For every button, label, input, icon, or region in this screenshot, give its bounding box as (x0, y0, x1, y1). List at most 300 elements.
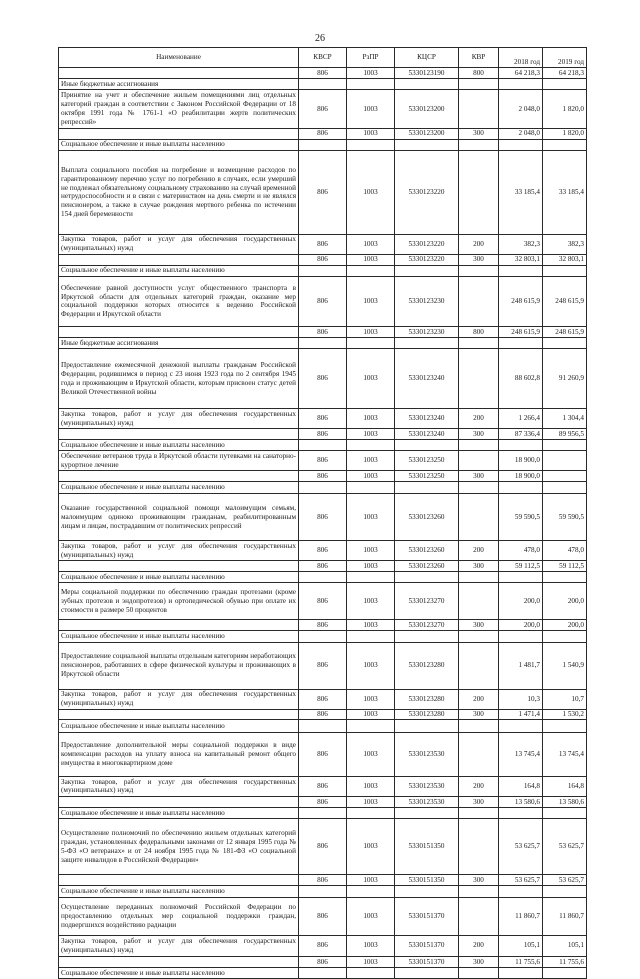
cell-kcsr (395, 337, 459, 348)
cell-kvr (459, 819, 499, 875)
table-row (59, 337, 587, 348)
cell-kcsr: 5330123280 (395, 709, 459, 720)
cell-kvsr (299, 139, 347, 150)
cell-name: Предоставление ежемесячной денежной выплаты гражданам Российской Федерации, родившимся в период с 23 июня 1923 года по 2 сентября 1945 года и проживающим в Иркутской области, которым присвоен статус детей Великой Отечественной войны (59, 349, 299, 409)
cell-kvsr: 806 (299, 349, 347, 409)
cell-kvsr (299, 631, 347, 642)
header-rzpr: РзПР (347, 48, 395, 68)
cell-y2019: 1 530,2 (543, 709, 587, 720)
cell-rzpr (347, 79, 395, 90)
cell-kcsr (395, 139, 459, 150)
cell-y2019 (543, 470, 587, 481)
cell-y2019: 200,0 (543, 620, 587, 631)
cell-kvr: 300 (459, 429, 499, 440)
cell-rzpr: 1003 (347, 689, 395, 709)
table-row (59, 935, 587, 956)
cell-y2019: 248 615,9 (543, 276, 587, 326)
cell-kcsr: 5330123200 (395, 128, 459, 139)
cell-y2018: 18 900,0 (499, 470, 543, 481)
page-number: 26 (315, 33, 325, 44)
cell-kvr (459, 897, 499, 935)
cell-y2019: 59 112,5 (543, 561, 587, 572)
cell-y2018: 13 745,4 (499, 732, 543, 776)
cell-kvr (459, 337, 499, 348)
cell-y2019: 11 860,7 (543, 897, 587, 935)
table-row (59, 819, 587, 875)
cell-kvr (459, 732, 499, 776)
cell-kvr: 300 (459, 709, 499, 720)
cell-rzpr (347, 886, 395, 897)
cell-kvr (459, 265, 499, 276)
cell-name (59, 254, 299, 265)
cell-y2018: 11 755,6 (499, 956, 543, 967)
table-row (59, 349, 587, 409)
cell-name: Иные бюджетные ассигнования (59, 79, 299, 90)
cell-kvsr: 806 (299, 409, 347, 429)
cell-rzpr: 1003 (347, 254, 395, 265)
cell-name: Социальное обеспечение и иные выплаты населению (59, 967, 299, 978)
cell-kcsr: 5330123530 (395, 797, 459, 808)
cell-kcsr: 5330123220 (395, 234, 459, 254)
cell-name: Социальное обеспечение и иные выплаты населению (59, 808, 299, 819)
cell-name: Закупка товаров, работ и услуг для обеспечения государственных (муниципальных) нужд (59, 234, 299, 254)
cell-kvr (459, 494, 499, 541)
cell-y2019 (543, 481, 587, 493)
cell-y2019: 32 803,1 (543, 254, 587, 265)
cell-name: Социальное обеспечение и иные выплаты населению (59, 481, 299, 493)
cell-y2018: 53 625,7 (499, 875, 543, 886)
cell-name (59, 68, 299, 79)
cell-kcsr (395, 79, 459, 90)
cell-y2019: 1 820,0 (543, 128, 587, 139)
header-name: Наименование (59, 48, 299, 68)
cell-rzpr (347, 440, 395, 451)
cell-kvsr (299, 440, 347, 451)
cell-rzpr: 1003 (347, 797, 395, 808)
cell-name (59, 326, 299, 337)
cell-kvsr: 806 (299, 583, 347, 620)
table-row (59, 440, 587, 451)
cell-kcsr: 5330123240 (395, 429, 459, 440)
cell-y2019: 53 625,7 (543, 819, 587, 875)
cell-rzpr: 1003 (347, 494, 395, 541)
cell-name: Социальное обеспечение и иные выплаты населению (59, 886, 299, 897)
cell-kvsr: 806 (299, 935, 347, 956)
cell-y2019: 89 956,5 (543, 429, 587, 440)
cell-kvsr (299, 967, 347, 978)
header-year-2018: 2018 год (499, 48, 543, 68)
cell-kvr: 300 (459, 128, 499, 139)
cell-rzpr: 1003 (347, 583, 395, 620)
cell-name (59, 561, 299, 572)
cell-rzpr (347, 808, 395, 819)
table-row (59, 808, 587, 819)
cell-name: Меры социальной поддержки по обеспечению граждан протезами (кроме зубных протезов и эндопротезов) и ортопедической обувью при оплате их стоимости в размере 50 процентов (59, 583, 299, 620)
cell-kvsr: 806 (299, 689, 347, 709)
cell-kcsr: 5330123270 (395, 583, 459, 620)
cell-kcsr: 5330151370 (395, 897, 459, 935)
cell-name: Закупка товаров, работ и услуг для обеспечения государственных (муниципальных) нужд (59, 776, 299, 796)
cell-kvsr: 806 (299, 541, 347, 561)
cell-y2018: 248 615,9 (499, 326, 543, 337)
cell-y2018: 382,3 (499, 234, 543, 254)
table-row (59, 234, 587, 254)
cell-kvr (459, 720, 499, 732)
cell-y2018: 2 048,0 (499, 128, 543, 139)
cell-y2019: 11 755,6 (543, 956, 587, 967)
cell-rzpr: 1003 (347, 276, 395, 326)
cell-kvsr: 806 (299, 326, 347, 337)
cell-rzpr: 1003 (347, 429, 395, 440)
cell-y2019: 248 615,9 (543, 326, 587, 337)
table-row (59, 897, 587, 935)
cell-y2018: 1 266,4 (499, 409, 543, 429)
table-row (59, 494, 587, 541)
cell-kvr: 200 (459, 776, 499, 796)
cell-name: Закупка товаров, работ и услуг для обеспечения государственных (муниципальных) нужд (59, 689, 299, 709)
cell-rzpr: 1003 (347, 349, 395, 409)
cell-kvr (459, 808, 499, 819)
cell-kvr: 300 (459, 956, 499, 967)
cell-rzpr (347, 572, 395, 583)
cell-kcsr: 5330123260 (395, 494, 459, 541)
table-row (59, 642, 587, 689)
cell-kcsr: 5330123250 (395, 470, 459, 481)
cell-y2018: 88 602,8 (499, 349, 543, 409)
cell-kvsr (299, 79, 347, 90)
cell-rzpr: 1003 (347, 150, 395, 234)
cell-rzpr (347, 967, 395, 978)
cell-kvsr: 806 (299, 561, 347, 572)
cell-name (59, 470, 299, 481)
table-row (59, 139, 587, 150)
cell-rzpr: 1003 (347, 709, 395, 720)
cell-kvsr (299, 337, 347, 348)
cell-y2019 (543, 967, 587, 978)
cell-kcsr: 5330123220 (395, 150, 459, 234)
cell-kcsr: 5330123240 (395, 409, 459, 429)
header-kvr: КВР (459, 48, 499, 68)
table-row (59, 631, 587, 642)
cell-kvr: 300 (459, 797, 499, 808)
cell-rzpr: 1003 (347, 935, 395, 956)
table-row (59, 68, 587, 79)
cell-y2018: 13 580,6 (499, 797, 543, 808)
cell-y2018 (499, 967, 543, 978)
cell-y2019: 91 260,9 (543, 349, 587, 409)
cell-kvsr: 806 (299, 642, 347, 689)
cell-y2019: 200,0 (543, 583, 587, 620)
cell-kcsr: 5330123230 (395, 276, 459, 326)
cell-name: Обеспечение ветеранов труда в Иркутской области путевками на санаторно-курортное лечение (59, 451, 299, 471)
header-year-2019: 2019 год (543, 48, 587, 68)
cell-kvsr: 806 (299, 128, 347, 139)
cell-rzpr: 1003 (347, 470, 395, 481)
cell-name (59, 956, 299, 967)
cell-name: Осуществление переданных полномочий Российской Федерации по предоставлению отдельных мер социальной поддержки граждан, подвергшихся воздействию радиации (59, 897, 299, 935)
cell-name (59, 620, 299, 631)
table-row (59, 620, 587, 631)
header-kvsr: КВСР (299, 48, 347, 68)
cell-y2018: 164,8 (499, 776, 543, 796)
cell-y2019 (543, 572, 587, 583)
cell-kvsr (299, 720, 347, 732)
cell-y2018 (499, 572, 543, 583)
cell-y2018: 33 185,4 (499, 150, 543, 234)
cell-kvr (459, 150, 499, 234)
cell-y2019: 10,7 (543, 689, 587, 709)
cell-kcsr: 5330123230 (395, 326, 459, 337)
cell-y2019 (543, 139, 587, 150)
cell-kcsr (395, 886, 459, 897)
cell-kcsr: 5330151350 (395, 819, 459, 875)
cell-y2019: 478,0 (543, 541, 587, 561)
cell-y2019 (543, 720, 587, 732)
cell-kvr: 800 (459, 68, 499, 79)
cell-kvsr: 806 (299, 956, 347, 967)
cell-kcsr: 5330151370 (395, 956, 459, 967)
cell-kvr: 200 (459, 541, 499, 561)
cell-name (59, 709, 299, 720)
table-row (59, 90, 587, 128)
cell-y2018: 64 218,3 (499, 68, 543, 79)
cell-rzpr: 1003 (347, 128, 395, 139)
cell-y2018: 18 900,0 (499, 451, 543, 471)
table-row (59, 967, 587, 978)
cell-kvsr (299, 572, 347, 583)
cell-kcsr: 5330123190 (395, 68, 459, 79)
cell-y2018: 10,3 (499, 689, 543, 709)
table-row (59, 254, 587, 265)
cell-rzpr: 1003 (347, 875, 395, 886)
cell-rzpr: 1003 (347, 234, 395, 254)
cell-rzpr: 1003 (347, 620, 395, 631)
cell-name: Принятие на учет и обеспечение жильем помещениями лиц отдельных категорий граждан в соответствии с Законом Российской Федерации от 18 октября 1991 года № 1761-1 «О реабилитации жертв политических репрессий» (59, 90, 299, 128)
cell-rzpr: 1003 (347, 451, 395, 471)
cell-kcsr (395, 967, 459, 978)
cell-name: Социальное обеспечение и иные выплаты населению (59, 265, 299, 276)
cell-y2019: 1 304,4 (543, 409, 587, 429)
cell-kvr (459, 572, 499, 583)
cell-kcsr: 5330123250 (395, 451, 459, 471)
cell-kvr (459, 481, 499, 493)
cell-kcsr: 5330123530 (395, 776, 459, 796)
cell-y2019: 13 745,4 (543, 732, 587, 776)
cell-y2019 (543, 337, 587, 348)
cell-rzpr (347, 139, 395, 150)
table-row (59, 797, 587, 808)
cell-y2018: 200,0 (499, 620, 543, 631)
cell-rzpr: 1003 (347, 897, 395, 935)
cell-kcsr (395, 720, 459, 732)
cell-kvr (459, 967, 499, 978)
cell-y2018 (499, 139, 543, 150)
cell-name: Закупка товаров, работ и услуг для обеспечения государственных (муниципальных) нужд (59, 541, 299, 561)
cell-name: Социальное обеспечение и иные выплаты населению (59, 139, 299, 150)
cell-name: Социальное обеспечение и иные выплаты населению (59, 631, 299, 642)
cell-kvsr: 806 (299, 897, 347, 935)
cell-kvsr (299, 265, 347, 276)
cell-y2018: 1 471,4 (499, 709, 543, 720)
budget-table-container (58, 47, 586, 979)
cell-y2018: 11 860,7 (499, 897, 543, 935)
cell-kvr (459, 139, 499, 150)
cell-kcsr (395, 265, 459, 276)
cell-y2018 (499, 337, 543, 348)
cell-kcsr (395, 481, 459, 493)
cell-kvsr: 806 (299, 451, 347, 471)
cell-kvsr: 806 (299, 620, 347, 631)
cell-y2018 (499, 808, 543, 819)
cell-y2019: 64 218,3 (543, 68, 587, 79)
cell-rzpr: 1003 (347, 561, 395, 572)
table-row (59, 720, 587, 732)
cell-rzpr: 1003 (347, 68, 395, 79)
cell-y2018: 53 625,7 (499, 819, 543, 875)
cell-y2019: 33 185,4 (543, 150, 587, 234)
cell-y2018 (499, 265, 543, 276)
cell-rzpr (347, 337, 395, 348)
cell-y2018: 59 112,5 (499, 561, 543, 572)
table-row (59, 409, 587, 429)
cell-kvsr: 806 (299, 254, 347, 265)
cell-kcsr: 5330123260 (395, 541, 459, 561)
cell-kvr: 300 (459, 875, 499, 886)
cell-y2018: 200,0 (499, 583, 543, 620)
cell-rzpr (347, 481, 395, 493)
cell-rzpr: 1003 (347, 326, 395, 337)
cell-rzpr: 1003 (347, 819, 395, 875)
cell-name: Закупка товаров, работ и услуг для обеспечения государственных (муниципальных) нужд (59, 935, 299, 956)
cell-rzpr (347, 265, 395, 276)
table-row (59, 732, 587, 776)
cell-name: Предоставление социальной выплаты отдельным категориям неработающих пенсионеров, работавших в сфере физической культуры и проживающих в Иркутской области (59, 642, 299, 689)
cell-kcsr: 5330151350 (395, 875, 459, 886)
cell-kvr (459, 276, 499, 326)
cell-rzpr: 1003 (347, 956, 395, 967)
cell-kcsr: 5330123240 (395, 349, 459, 409)
cell-kvr: 200 (459, 234, 499, 254)
table-row (59, 541, 587, 561)
cell-y2019: 13 580,6 (543, 797, 587, 808)
cell-kcsr (395, 631, 459, 642)
cell-y2018 (499, 886, 543, 897)
table-row (59, 776, 587, 796)
cell-kvr: 300 (459, 620, 499, 631)
cell-y2018: 1 481,7 (499, 642, 543, 689)
cell-name (59, 797, 299, 808)
cell-kcsr (395, 440, 459, 451)
cell-kvsr: 806 (299, 494, 347, 541)
cell-kcsr: 5330123220 (395, 254, 459, 265)
cell-kvr (459, 79, 499, 90)
cell-name: Социальное обеспечение и иные выплаты населению (59, 572, 299, 583)
cell-name: Социальное обеспечение и иные выплаты населению (59, 720, 299, 732)
cell-kvsr: 806 (299, 68, 347, 79)
table-row (59, 956, 587, 967)
cell-kvr (459, 583, 499, 620)
cell-y2018 (499, 440, 543, 451)
cell-y2018 (499, 79, 543, 90)
cell-kvr: 800 (459, 326, 499, 337)
cell-name: Иные бюджетные ассигнования (59, 337, 299, 348)
cell-kvsr (299, 886, 347, 897)
cell-kvr: 300 (459, 561, 499, 572)
cell-kcsr (395, 572, 459, 583)
cell-y2019 (543, 886, 587, 897)
cell-y2018: 87 336,4 (499, 429, 543, 440)
cell-kvsr: 806 (299, 470, 347, 481)
cell-name (59, 128, 299, 139)
cell-kvsr: 806 (299, 276, 347, 326)
cell-y2019 (543, 79, 587, 90)
header-kcsr: КЦСР (395, 48, 459, 68)
cell-kvsr: 806 (299, 90, 347, 128)
cell-kvr (459, 631, 499, 642)
table-row (59, 451, 587, 471)
cell-rzpr: 1003 (347, 642, 395, 689)
table-row (59, 572, 587, 583)
cell-y2018 (499, 481, 543, 493)
cell-kvsr: 806 (299, 150, 347, 234)
cell-name: Осуществление полномочий по обеспечению жильем отдельных категорий граждан, установленных федеральными законами от 12 января 1995 года № 5-ФЗ «О ветеранах» и от 24 ноября 1995 года № 181-ФЗ «О социальной защите инвалидов в Российской Федерации» (59, 819, 299, 875)
cell-y2019: 59 590,5 (543, 494, 587, 541)
table-row (59, 886, 587, 897)
cell-kvsr: 806 (299, 709, 347, 720)
cell-y2019 (543, 451, 587, 471)
cell-kcsr: 5330123200 (395, 90, 459, 128)
cell-rzpr: 1003 (347, 732, 395, 776)
cell-y2019 (543, 440, 587, 451)
cell-kvr: 200 (459, 935, 499, 956)
cell-kvr (459, 451, 499, 471)
cell-name: Обеспечение равной доступности услуг общественного транспорта в Иркутской области для отдельных категорий граждан, оказание мер социальной поддержки которых относится к ведению Российской Федерации и Иркутской области (59, 276, 299, 326)
cell-y2019 (543, 808, 587, 819)
cell-name: Закупка товаров, работ и услуг для обеспечения государственных (муниципальных) нужд (59, 409, 299, 429)
cell-kvsr: 806 (299, 732, 347, 776)
cell-kcsr: 5330151370 (395, 935, 459, 956)
cell-kvr: 200 (459, 689, 499, 709)
table-row (59, 326, 587, 337)
cell-kcsr: 5330123530 (395, 732, 459, 776)
cell-y2018: 32 803,1 (499, 254, 543, 265)
cell-rzpr: 1003 (347, 90, 395, 128)
cell-rzpr: 1003 (347, 776, 395, 796)
cell-y2019: 382,3 (543, 234, 587, 254)
cell-rzpr: 1003 (347, 541, 395, 561)
table-row (59, 481, 587, 493)
cell-kvr: 200 (459, 409, 499, 429)
cell-kvsr (299, 481, 347, 493)
table-row (59, 150, 587, 234)
budget-table (58, 47, 587, 979)
table-row (59, 689, 587, 709)
cell-kvsr: 806 (299, 776, 347, 796)
table-row (59, 470, 587, 481)
table-row (59, 709, 587, 720)
cell-name (59, 875, 299, 886)
table-row (59, 128, 587, 139)
cell-y2019 (543, 631, 587, 642)
cell-y2018 (499, 720, 543, 732)
cell-kvr (459, 642, 499, 689)
cell-y2019: 1 820,0 (543, 90, 587, 128)
cell-kvsr (299, 808, 347, 819)
table-row (59, 561, 587, 572)
cell-kvsr: 806 (299, 875, 347, 886)
cell-name: Выплата социального пособия на погребение и возмещение расходов по гарантированному перечню услуг по погребению в случаях, если умерший не подлежал обязательному социальному страхованию на случай временной нетрудоспособности и в связи с материнством на день смерти и не являлся пенсионером, а также в случае рождения мертвого ребенка по истечении 154 дней беременности (59, 150, 299, 234)
cell-y2018: 105,1 (499, 935, 543, 956)
